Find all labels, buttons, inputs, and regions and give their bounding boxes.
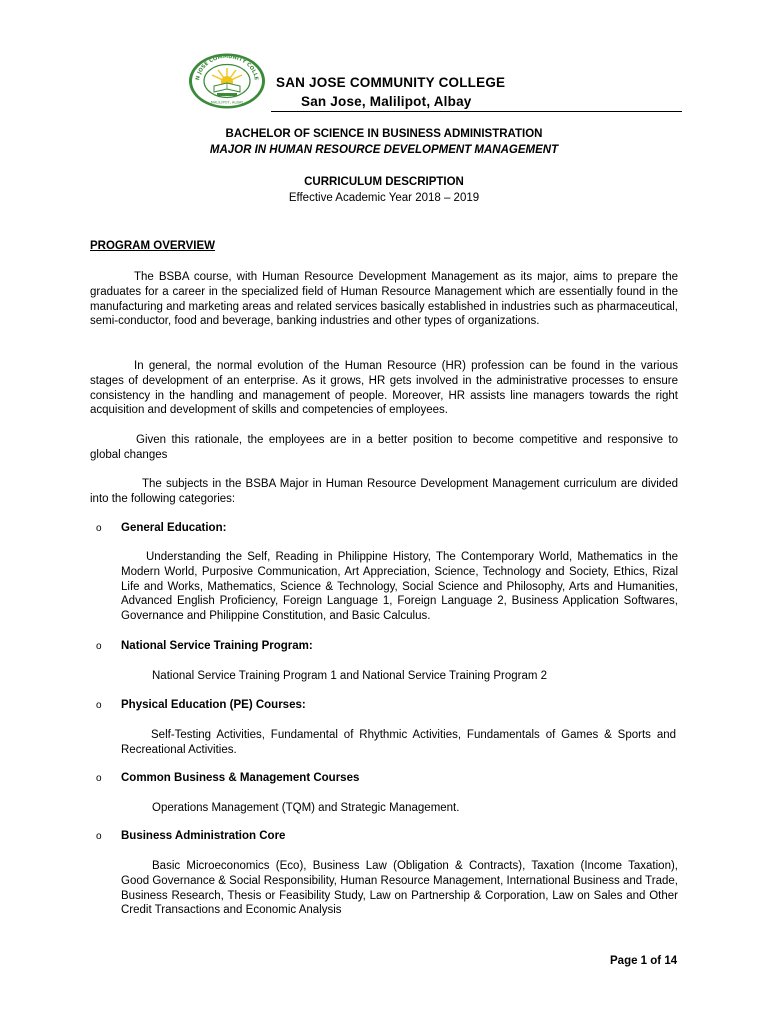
- category-description: Basic Microeconomics (Eco), Business Law (Obligation & Contracts), Taxation (Income Taxation), Good Governance & Social Responsibility, Human Resource Management, International Business and Trade, Business Research, Thesis or Feasibility Study, Law on Partnership & Corporation, Law on Sales and Other Credit Transactions and Economic Analysis: [121, 860, 678, 917]
- bullet-icon: o: [96, 523, 102, 534]
- category-heading: [96, 640, 313, 652]
- curriculum-description-title: CURRICULUM DESCRIPTION: [304, 176, 464, 188]
- category-title: Business Administration Core: [121, 830, 286, 842]
- category-title: General Education:: [121, 522, 227, 534]
- category-title: Common Business & Management Courses: [121, 772, 360, 784]
- category-description: National Service Training Program 1 and National Service Training Program 2: [152, 670, 548, 682]
- category-heading: [96, 772, 359, 784]
- bullet-icon: o: [96, 773, 102, 784]
- college-seal-logo: [187, 52, 267, 110]
- category-heading: [96, 522, 226, 534]
- bullet-icon: o: [96, 700, 102, 711]
- category-description: Operations Management (TQM) and Strategic Management.: [152, 802, 460, 814]
- category-title: National Service Training Program:: [121, 640, 313, 652]
- overview-paragraph: In general, the normal evolution of the Human Resource (HR) profession can be found in the various stages of development of an enterprise. As it grows, HR gets involved in the administrative processes to ensure consistency in the handling and management of people. Moreover, HR assists line managers towards the right acquisition and development of skills and competencies of employees.: [90, 360, 678, 417]
- major-title: MAJOR IN HUMAN RESOURCE DEVELOPMENT MANAGEMENT: [209, 144, 559, 156]
- overview-paragraph: Given this rationale, the employees are in a better position to become competitive and responsive to global changes: [90, 434, 678, 461]
- college-name: SAN JOSE COMMUNITY COLLEGE: [276, 75, 506, 90]
- category-heading: [96, 830, 285, 842]
- header-divider: [271, 111, 682, 112]
- degree-title: BACHELOR OF SCIENCE IN BUSINESS ADMINISTRATION: [225, 128, 543, 140]
- overview-paragraph: The BSBA course, with Human Resource Development Management as its major, aims to prepare the graduates for a career in the specialized field of Human Resource Management which are essentially found in the manufacturing and marketing areas and related services basically established in industries such as pharmaceutical, semi-conductor, food and beverage, banking industries and other types of organizations.: [90, 271, 678, 328]
- category-heading: [96, 699, 306, 711]
- bullet-icon: o: [96, 641, 102, 652]
- bullet-icon: o: [96, 831, 102, 842]
- effective-year: Effective Academic Year 2018 – 2019: [288, 192, 480, 204]
- page-number: Page 1 of 14: [610, 955, 678, 967]
- category-description: Understanding the Self, Reading in Philippine History, The Contemporary World, Mathematics in the Modern World, Purposive Communication, Art Appreciation, Science, Technology and Society, Ethics, Rizal Life and Works, Mathematics, Science & Technology, Social Science and Philosophy, Arts and Humanities, Advanced English Proficiency, Foreign Language 1, Foreign Language 2, Business Application Softwares, Governance and Philippine Constitution, and Basic Calculus.: [121, 551, 678, 623]
- overview-paragraph: The subjects in the BSBA Major in Human Resource Development Management curriculum are divided into the following categories:: [90, 478, 678, 505]
- program-overview-heading: PROGRAM OVERVIEW: [90, 240, 216, 252]
- category-title: Physical Education (PE) Courses:: [121, 699, 306, 711]
- svg-text:MALILIPOT, ALBAY: MALILIPOT, ALBAY: [210, 100, 244, 105]
- category-description: Self-Testing Activities, Fundamental of Rhythmic Activities, Fundamentals of Games & Sports and Recreational Activities.: [121, 729, 676, 756]
- svg-text:SAN JOSE COMMUNITY COLLEGE: N JOSE COMMUNITY COLLE: [195, 53, 259, 81]
- college-address: San Jose, Malilipot, Albay: [301, 94, 472, 109]
